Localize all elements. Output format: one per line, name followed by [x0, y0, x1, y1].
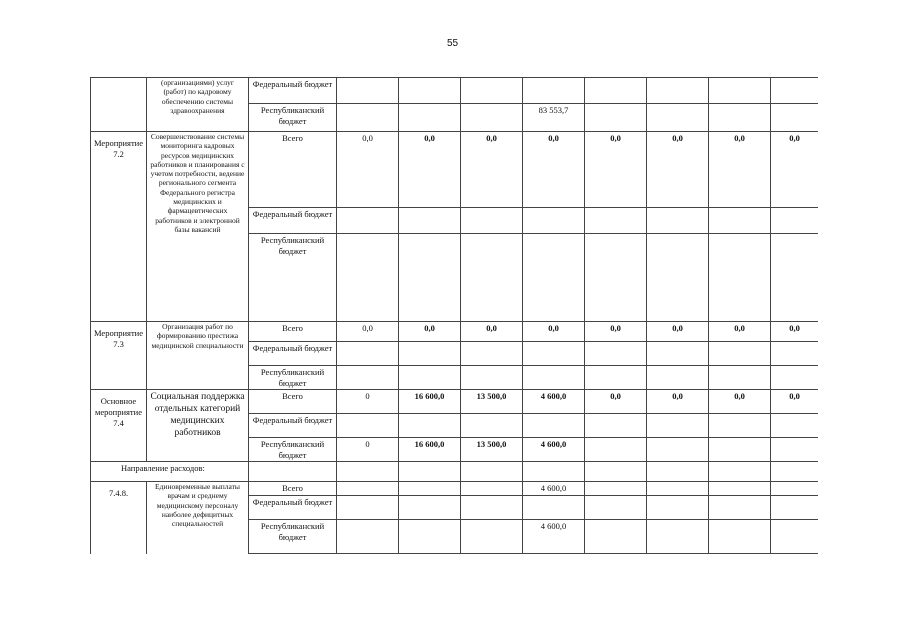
value-cell: 0	[337, 438, 399, 462]
value-cell	[709, 366, 771, 390]
value-cell	[461, 104, 523, 132]
value-cell	[399, 208, 461, 234]
budget-table-wrap	[90, 77, 818, 567]
value-cell: 16 600,0	[399, 390, 461, 414]
value-cell: 0,0	[337, 322, 399, 342]
value-cell	[523, 78, 585, 104]
funding-source: Федеральный бюджет	[249, 78, 337, 104]
value-cell	[647, 496, 709, 520]
measure-code: Мероприятие 7.3	[91, 322, 147, 390]
value-cell	[771, 520, 819, 554]
direction-label: Направление расходов:	[91, 462, 249, 482]
value-cell: 4 600,0	[523, 390, 585, 414]
value-cell: 0,0	[585, 390, 647, 414]
funding-source: Республиканский бюджет	[249, 366, 337, 390]
value-cell	[461, 366, 523, 390]
measure-description: Социальная поддержка отдельных категорий медицинских работников	[147, 390, 249, 462]
value-cell	[585, 208, 647, 234]
value-cell	[461, 520, 523, 554]
value-cell	[709, 208, 771, 234]
value-cell: 0,0	[585, 322, 647, 342]
value-cell	[585, 78, 647, 104]
value-cell	[647, 234, 709, 322]
measure-code: 7.4.8.	[91, 482, 147, 554]
measure-description: Совершенствование системы мониторинга кадровых ресурсов медицинских работников и планирования с учетом потребности, ведение регионального сегмента Федерального регистра медицинских и фармацевтических работников и электронной базы вакансий	[147, 132, 249, 322]
table-row	[91, 390, 819, 414]
value-cell	[523, 234, 585, 322]
value-cell: 0,0	[647, 322, 709, 342]
value-cell: 0,0	[523, 322, 585, 342]
value-cell: 0,0	[647, 132, 709, 208]
value-cell	[709, 104, 771, 132]
value-cell: 4 600,0	[523, 438, 585, 462]
value-cell	[647, 482, 709, 496]
value-cell	[771, 438, 819, 462]
value-cell: 0,0	[337, 132, 399, 208]
value-cell: 0,0	[771, 390, 819, 414]
value-cell: 0,0	[771, 132, 819, 208]
funding-source: Республиканский бюджет	[249, 520, 337, 554]
value-cell	[647, 438, 709, 462]
value-cell	[523, 208, 585, 234]
value-cell	[585, 482, 647, 496]
value-cell	[585, 438, 647, 462]
page-number: 55	[446, 38, 459, 49]
measure-code	[91, 78, 147, 132]
value-cell	[523, 414, 585, 438]
value-cell	[337, 482, 399, 496]
value-cell	[399, 414, 461, 438]
table-row	[91, 322, 819, 342]
funding-source: Всего	[249, 390, 337, 414]
value-cell	[709, 496, 771, 520]
funding-source: Республиканский бюджет	[249, 234, 337, 322]
value-cell	[647, 208, 709, 234]
value-cell	[771, 78, 819, 104]
funding-source: Федеральный бюджет	[249, 496, 337, 520]
direction-row	[91, 462, 819, 482]
funding-source: Всего	[249, 482, 337, 496]
value-cell	[337, 414, 399, 438]
value-cell	[709, 438, 771, 462]
value-cell	[337, 104, 399, 132]
measure-description: Организация работ по формированию престижа медицинской специальности	[147, 322, 249, 390]
value-cell	[709, 234, 771, 322]
value-cell	[399, 78, 461, 104]
value-cell	[771, 366, 819, 390]
table-row	[91, 482, 819, 496]
value-cell: 0,0	[709, 390, 771, 414]
value-cell: 0,0	[461, 322, 523, 342]
value-cell: 0,0	[523, 132, 585, 208]
empty-cell	[461, 462, 523, 482]
value-cell	[585, 520, 647, 554]
empty-cell	[399, 462, 461, 482]
value-cell: 13 500,0	[461, 438, 523, 462]
empty-cell	[585, 462, 647, 482]
value-cell: 0,0	[399, 132, 461, 208]
value-cell: 0,0	[647, 390, 709, 414]
funding-source: Республиканский бюджет	[249, 104, 337, 132]
value-cell: 0,0	[709, 322, 771, 342]
funding-source: Всего	[249, 322, 337, 342]
value-cell	[647, 78, 709, 104]
value-cell	[523, 342, 585, 366]
value-cell	[337, 78, 399, 104]
measure-description: (организациями) услуг (работ) по кадровому обеспечению системы здравоохранения	[147, 78, 249, 132]
value-cell	[585, 414, 647, 438]
value-cell: 0,0	[709, 132, 771, 208]
value-cell	[461, 208, 523, 234]
value-cell: 4 600,0	[523, 482, 585, 496]
empty-cell	[249, 462, 337, 482]
measure-code: Основное мероприятие 7.4	[91, 390, 147, 462]
value-cell	[461, 496, 523, 520]
value-cell	[709, 414, 771, 438]
value-cell	[337, 496, 399, 520]
value-cell	[461, 414, 523, 438]
value-cell	[647, 342, 709, 366]
value-cell	[337, 342, 399, 366]
value-cell: 4 600,0	[523, 520, 585, 554]
value-cell	[771, 342, 819, 366]
value-cell	[337, 520, 399, 554]
value-cell	[461, 342, 523, 366]
value-cell	[523, 366, 585, 390]
value-cell	[399, 104, 461, 132]
value-cell	[399, 342, 461, 366]
value-cell	[771, 496, 819, 520]
value-cell: 13 500,0	[461, 390, 523, 414]
budget-table	[90, 77, 818, 554]
value-cell	[709, 78, 771, 104]
value-cell	[647, 366, 709, 390]
funding-source: Федеральный бюджет	[249, 208, 337, 234]
value-cell	[709, 342, 771, 366]
funding-source: Всего	[249, 132, 337, 208]
value-cell: 83 553,7	[523, 104, 585, 132]
empty-cell	[337, 462, 399, 482]
value-cell	[399, 482, 461, 496]
value-cell	[647, 104, 709, 132]
value-cell	[585, 234, 647, 322]
empty-cell	[771, 462, 819, 482]
value-cell	[585, 342, 647, 366]
value-cell: 0	[337, 390, 399, 414]
value-cell	[709, 482, 771, 496]
value-cell	[585, 104, 647, 132]
value-cell	[585, 366, 647, 390]
value-cell	[771, 482, 819, 496]
empty-cell	[523, 462, 585, 482]
funding-source: Федеральный бюджет	[249, 342, 337, 366]
value-cell	[647, 414, 709, 438]
value-cell: 0,0	[399, 322, 461, 342]
funding-source: Федеральный бюджет	[249, 414, 337, 438]
value-cell	[399, 520, 461, 554]
value-cell	[585, 496, 647, 520]
value-cell: 0,0	[771, 322, 819, 342]
value-cell	[647, 520, 709, 554]
value-cell: 0,0	[461, 132, 523, 208]
value-cell: 16 600,0	[399, 438, 461, 462]
value-cell	[461, 234, 523, 322]
value-cell	[771, 104, 819, 132]
value-cell	[771, 208, 819, 234]
value-cell	[523, 496, 585, 520]
empty-cell	[647, 462, 709, 482]
value-cell	[399, 496, 461, 520]
value-cell	[461, 78, 523, 104]
value-cell	[461, 482, 523, 496]
budget-table-body	[91, 78, 819, 554]
measure-description: Единовременные выплаты врачам и среднему медицинскому персоналу наиболее дефицитных специальностей	[147, 482, 249, 554]
value-cell	[399, 366, 461, 390]
value-cell	[337, 366, 399, 390]
value-cell	[337, 208, 399, 234]
value-cell	[709, 520, 771, 554]
table-row	[91, 132, 819, 208]
value-cell: 0,0	[585, 132, 647, 208]
empty-cell	[709, 462, 771, 482]
value-cell	[771, 414, 819, 438]
value-cell	[337, 234, 399, 322]
value-cell	[771, 234, 819, 322]
measure-code: Мероприятие 7.2	[91, 132, 147, 322]
value-cell	[399, 234, 461, 322]
funding-source: Республиканский бюджет	[249, 438, 337, 462]
table-row	[91, 78, 819, 104]
